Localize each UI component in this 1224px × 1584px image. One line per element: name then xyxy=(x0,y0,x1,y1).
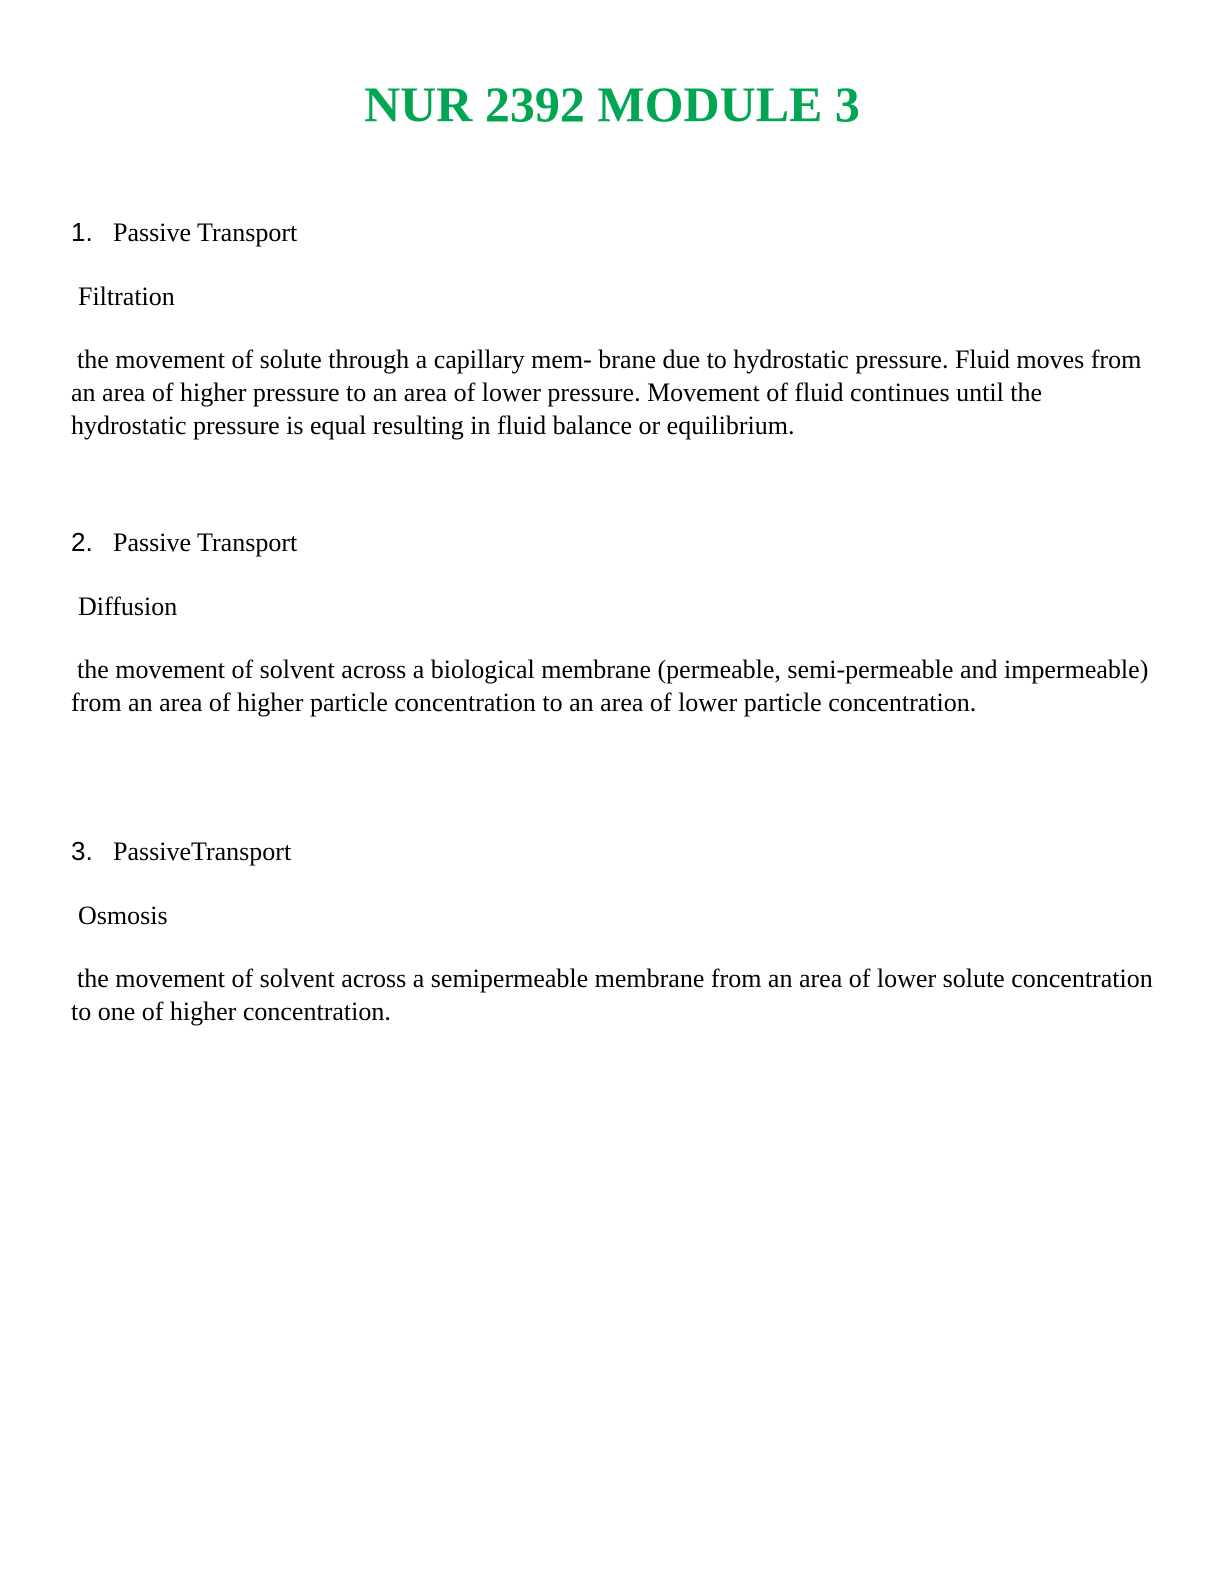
question-term: Diffusion xyxy=(78,592,178,621)
question-header xyxy=(71,217,1161,251)
question-header xyxy=(71,527,1161,561)
page-title: NUR 2392 MODULE 3 xyxy=(364,76,860,132)
question-number: 3. xyxy=(71,836,93,866)
question-definition: the movement of solute through a capillary mem- brane due to hydrostatic pressure. Fluid moves from an area of higher pressure to an area of lower pressure. Movement of fluid continues until the hydrostatic pressure is equal resulting in fluid balance or equilibrium. xyxy=(71,345,1142,440)
question-header xyxy=(71,836,1161,870)
question-topic: Passive Transport xyxy=(113,528,298,557)
question-number: 1. xyxy=(71,217,93,247)
question-term: Filtration xyxy=(78,282,175,311)
question-topic: Passive Transport xyxy=(113,218,298,247)
question-definition: the movement of solvent across a biological membrane (permeable, semi-permeable and impermeable) from an area of higher particle concentration to an area of lower particle concentration. xyxy=(71,655,1149,717)
question-item xyxy=(71,836,1161,1028)
question-topic: PassiveTransport xyxy=(113,837,292,866)
question-term: Osmosis xyxy=(78,901,168,930)
question-item xyxy=(71,527,1161,719)
question-item xyxy=(71,217,1161,442)
question-number: 2. xyxy=(71,527,93,557)
question-definition: the movement of solvent across a semipermeable membrane from an area of lower solute concentration to one of higher concentration. xyxy=(71,964,1153,1026)
